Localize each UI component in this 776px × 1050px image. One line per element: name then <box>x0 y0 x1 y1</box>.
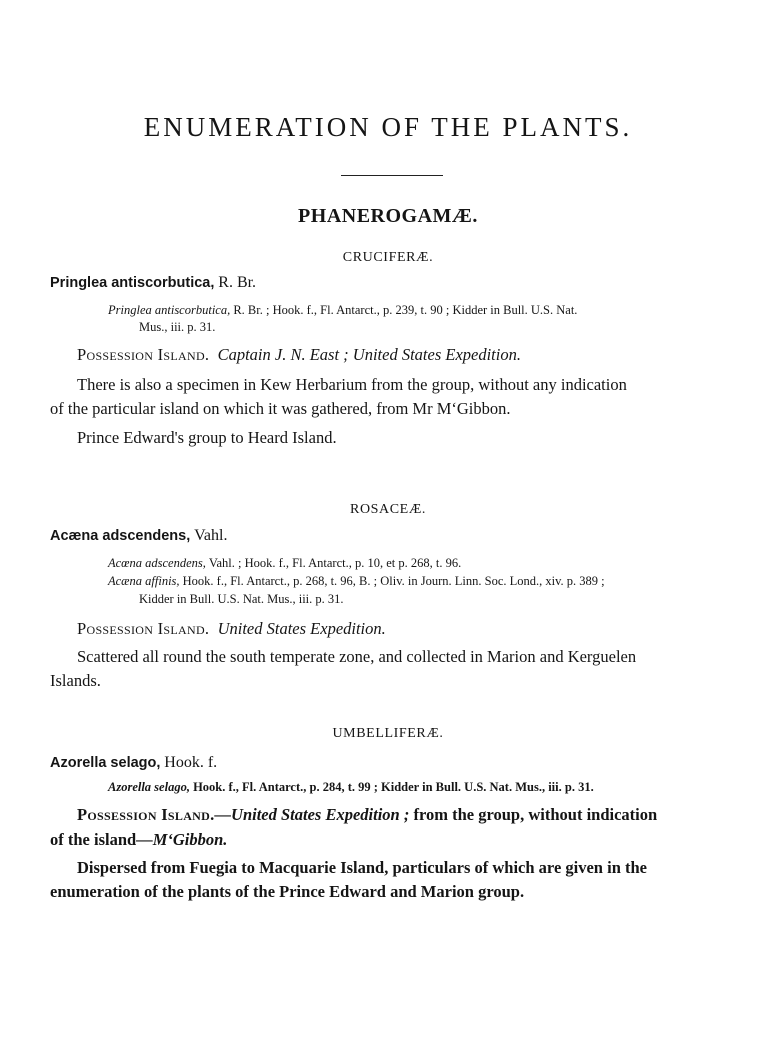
paragraph-line: Islands. <box>50 671 101 690</box>
synonym-line <box>108 556 461 571</box>
synonym-taxon: Azorella selago, <box>108 780 190 794</box>
species-authority: Hook. f. <box>164 754 218 771</box>
locality-collectors: —United States Expedition ; <box>214 805 410 824</box>
species-name: Acæna adscendens, <box>50 528 191 544</box>
synonym-taxon: Acœna adscendens, <box>108 556 206 570</box>
locality-collectors: United States Expedition. <box>217 619 386 638</box>
family-heading-cruciferae: CRUCIFERÆ. <box>342 250 434 265</box>
locality-place: Possession Island. <box>77 619 210 638</box>
locality-place: Possession Island. <box>77 345 210 364</box>
locality-line <box>77 805 657 825</box>
synonym-taxon: Pringlea antiscorbutica, <box>108 303 231 317</box>
paragraph-line: of the particular island on which it was gathered, from Mr M‘Gibbon. <box>50 399 511 418</box>
family-heading-rosaceae: ROSACEÆ. <box>350 502 426 517</box>
division-heading: PHANEROGAMÆ. <box>298 205 478 227</box>
synonym-citation-continued: Mus., iii. p. 31. <box>139 320 216 334</box>
synonym-line <box>108 574 605 589</box>
species-name: Azorella selago, <box>50 755 161 771</box>
paragraph-line: Dispersed from Fuegia to Macquarie Island, particulars of which are given in the <box>77 858 647 877</box>
synonym-citation: R. Br. ; Hook. f., Fl. Antarct., p. 239, t. 90 ; Kidder in Bull. U.S. Nat. <box>233 303 578 317</box>
species-entry <box>50 754 217 772</box>
locality-remark: from the group, without indication <box>413 805 658 824</box>
paragraph-line: Scattered all round the south temperate zone, and collected in Marion and Kerguelen <box>77 647 637 666</box>
title-divider <box>341 175 443 176</box>
locality-line <box>77 619 386 639</box>
synonym-line <box>108 303 577 318</box>
paragraph-line: There is also a specimen in Kew Herbarium from the group, without any indication <box>77 375 627 394</box>
locality-collectors: Captain J. N. East ; United States Expedition. <box>217 345 521 364</box>
species-authority: R. Br. <box>218 274 257 291</box>
page-title: ENUMERATION OF THE PLANTS. <box>143 112 633 142</box>
species-authority: Vahl. <box>194 527 228 544</box>
locality-line <box>77 345 521 365</box>
locality-remark-continued: of the island— <box>50 830 153 849</box>
paragraph-line: Prince Edward's group to Heard Island. <box>77 428 337 447</box>
species-entry <box>50 274 256 292</box>
synonym-citation: Hook. f., Fl. Antarct., p. 284, t. 99 ; Kidder in Bull. U.S. Nat. Mus., iii. p. 31. <box>193 780 594 794</box>
synonym-citation-continued: Kidder in Bull. U.S. Nat. Mus., iii. p. 31. <box>139 592 344 606</box>
locality-collector-name: M‘Gibbon. <box>152 830 228 849</box>
synonym-line <box>108 780 594 795</box>
synonym-citation: Vahl. ; Hook. f., Fl. Antarct., p. 10, et p. 268, t. 96. <box>208 556 462 570</box>
synonym-citation: Hook. f., Fl. Antarct., p. 268, t. 96, B. ; Oliv. in Journ. Linn. Soc. Lond., xiv. p. 389 ; <box>182 574 605 588</box>
species-name: Pringlea antiscorbutica, <box>50 275 215 291</box>
species-entry <box>50 527 227 545</box>
synonym-taxon: Acæna affinis, <box>108 574 180 588</box>
locality-place: Possession Island. <box>77 805 215 824</box>
paragraph-line: enumeration of the plants of the Prince Edward and Marion group. <box>50 882 525 901</box>
family-heading-umbelliferae: UMBELLIFERÆ. <box>332 726 444 741</box>
locality-line-continued <box>50 830 227 850</box>
